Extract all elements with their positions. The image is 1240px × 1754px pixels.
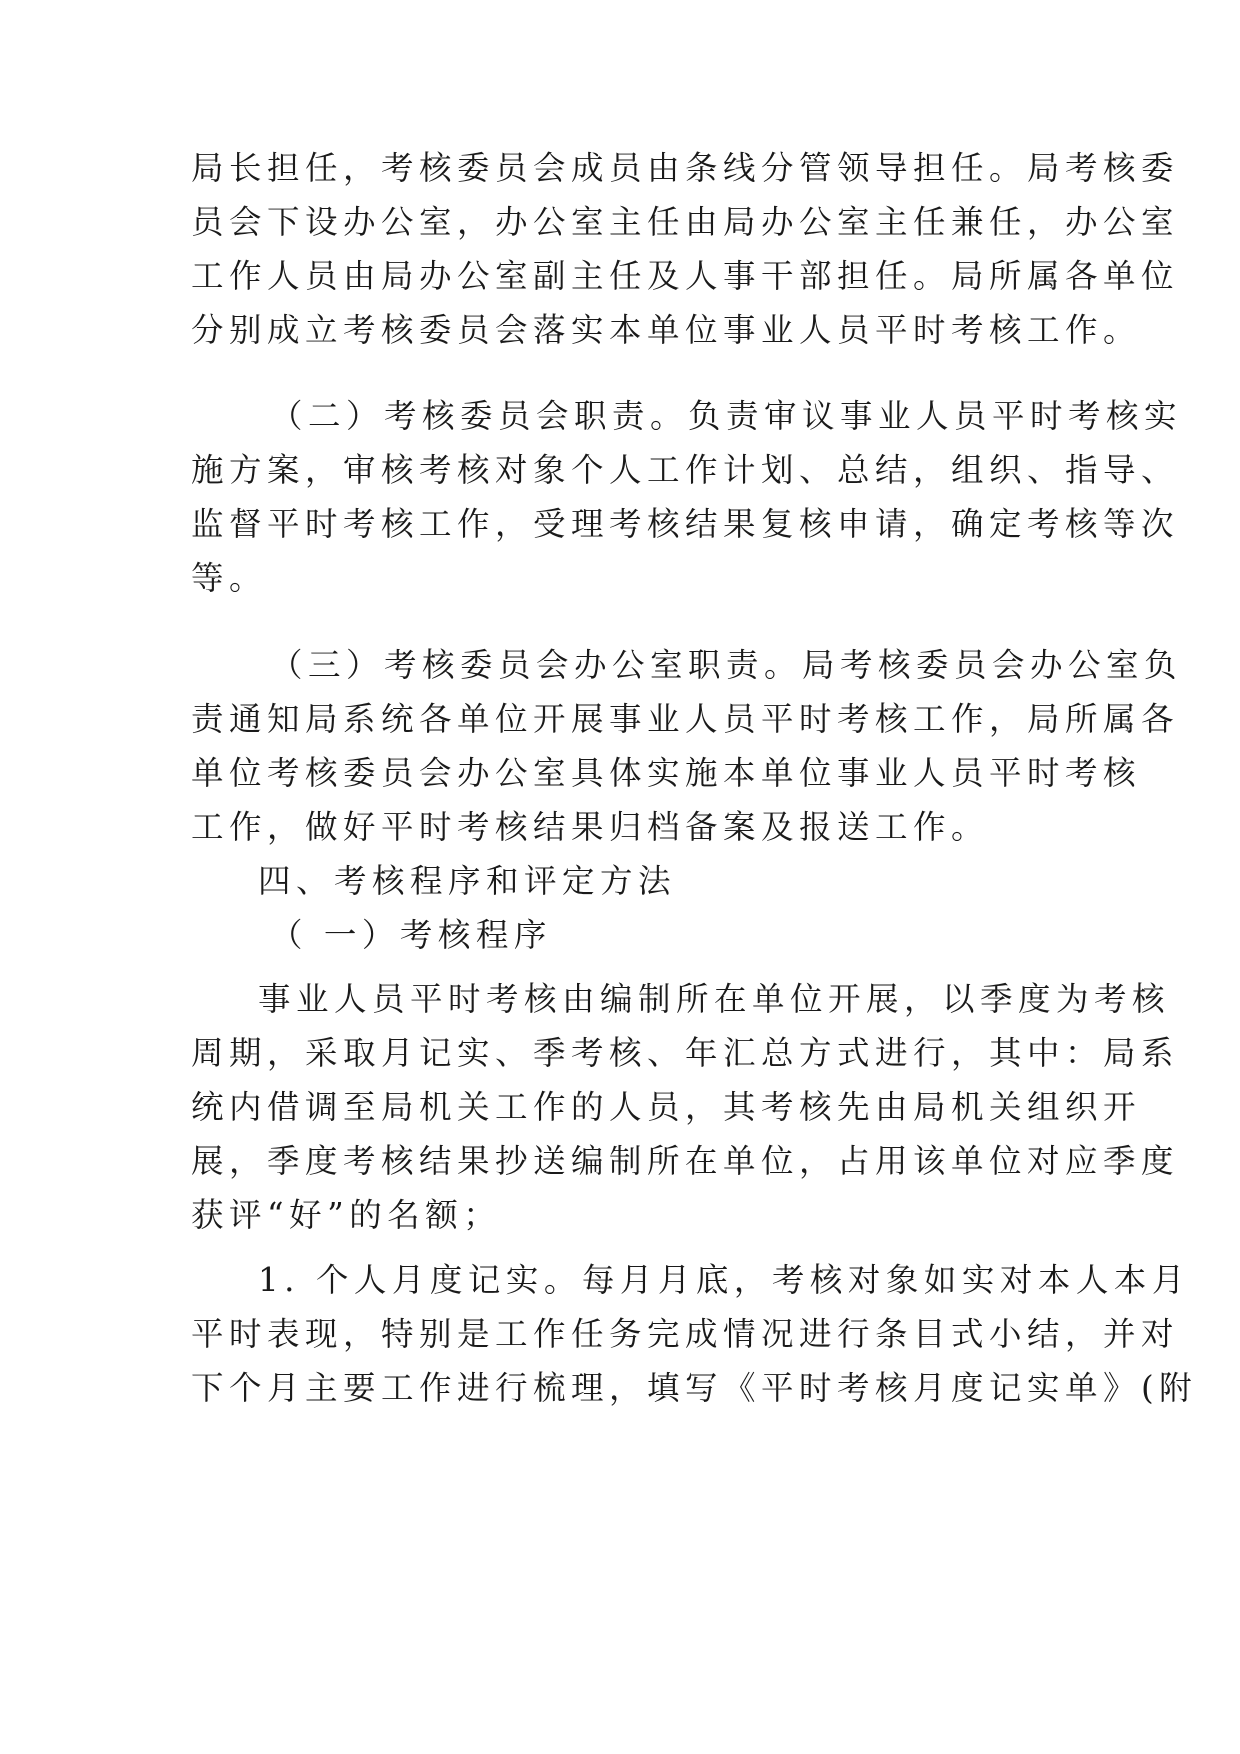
section-heading-office-duties: （三）考核委员会办公室职责。局考核委员会办公室负 bbox=[270, 646, 1183, 684]
text-line: 平时表现，特别是工作任务完成情况进行条目式小结，并对 bbox=[191, 1315, 1180, 1353]
text-line: 分别成立考核委员会落实本单位事业人员平时考核工作。 bbox=[191, 311, 1142, 349]
text-line: 获评“好”的名额； bbox=[191, 1196, 502, 1234]
text-line: 周期，采取月记实、季考核、年汇总方式进行，其中：局系 bbox=[191, 1034, 1180, 1072]
text-line: 施方案，审核考核对象个人工作计划、总结，组织、指导、 bbox=[191, 451, 1180, 489]
text-line: 工作人员由局办公室副主任及人事干部担任。局所属各单位 bbox=[191, 257, 1180, 295]
text-line: 责通知局系统各单位开展事业人员平时考核工作，局所属各 bbox=[191, 700, 1180, 738]
text-line: 局长担任，考核委员会成员由条线分管领导担任。局考核委 bbox=[191, 149, 1180, 187]
section-heading-committee-duties: （二）考核委员会职责。负责审议事业人员平时考核实 bbox=[270, 397, 1183, 435]
text-line: 下个月主要工作进行梳理，填写《平时考核月度记实单》(附 bbox=[191, 1369, 1198, 1407]
text-line: 等。 bbox=[191, 559, 268, 597]
subsection-heading-procedure: （ 一）考核程序 bbox=[270, 916, 552, 954]
text-line: 监督平时考核工作，受理考核结果复核申请，确定考核等次 bbox=[191, 505, 1180, 543]
paragraph-first-line: 事业人员平时考核由编制所在单位开展，以季度为考核 bbox=[258, 980, 1171, 1018]
section-heading-procedure-method: 四、考核程序和评定方法 bbox=[258, 862, 677, 900]
text-line: 单位考核委员会办公室具体实施本单位事业人员平时考核 bbox=[191, 754, 1142, 792]
paragraph-first-line: 1. 个人月度记实。每月月底，考核对象如实对本人本月 bbox=[258, 1261, 1190, 1299]
text-line: 工作，做好平时考核结果归档备案及报送工作。 bbox=[191, 808, 990, 846]
text-line: 员会下设办公室，办公室主任由局办公室主任兼任，办公室 bbox=[191, 203, 1180, 241]
text-line: 统内借调至局机关工作的人员，其考核先由局机关组织开 bbox=[191, 1088, 1142, 1126]
text-line: 展，季度考核结果抄送编制所在单位，占用该单位对应季度 bbox=[191, 1142, 1180, 1180]
